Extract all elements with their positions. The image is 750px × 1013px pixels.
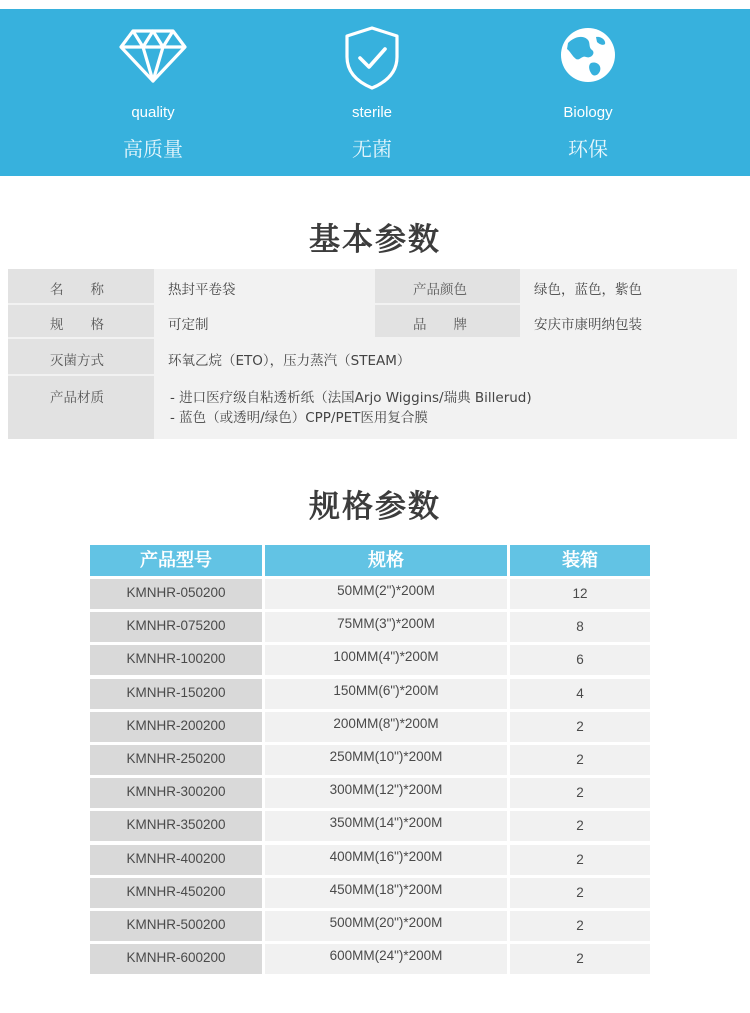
param-label-cell	[8, 339, 154, 374]
spec-cell-packing: 2	[510, 944, 650, 974]
spec-cell-size: 300MM(12")*200M	[265, 778, 507, 808]
spec-cell-packing: 12	[510, 579, 650, 609]
spec-cell-model: KMNHR-450200	[90, 878, 262, 908]
spec-cell-model: KMNHR-075200	[90, 612, 262, 642]
table-row	[90, 579, 650, 609]
table-row	[90, 645, 650, 675]
table-row	[90, 944, 650, 974]
table-row	[90, 679, 650, 709]
spec-cell-packing: 2	[510, 712, 650, 742]
spec-cell-packing: 2	[510, 845, 650, 875]
spec-cell-model: KMNHR-250200	[90, 745, 262, 775]
table-row	[90, 712, 650, 742]
spec-cell-size: 150MM(6")*200M	[265, 679, 507, 709]
spec-cell-model: KMNHR-350200	[90, 811, 262, 841]
param-value-cell	[520, 269, 737, 303]
param-label: 名 称	[50, 282, 104, 298]
spec-cell-size: 100MM(4")*200M	[265, 645, 507, 675]
feature-label-en: Biology	[563, 104, 613, 121]
param-label-cell	[8, 305, 154, 337]
spec-cell-model: KMNHR-600200	[90, 944, 262, 974]
table-row	[90, 845, 650, 875]
table-row	[90, 612, 650, 642]
param-value-line: - 蓝色（或透明/绿色）CPP/PET医用复合膜	[170, 410, 428, 426]
table-row	[90, 811, 650, 841]
spec-cell-model: KMNHR-300200	[90, 778, 262, 808]
spec-cell-packing: 2	[510, 745, 650, 775]
spec-cell-model: KMNHR-150200	[90, 679, 262, 709]
spec-cell-size: 450MM(18")*200M	[265, 878, 507, 908]
basic-params-table	[8, 269, 737, 439]
param-label: 产品颜色	[413, 282, 467, 298]
param-value-cell	[520, 305, 737, 337]
feature-label-zh: 高质量	[123, 137, 183, 161]
spec-cell-size: 600MM(24")*200M	[265, 944, 507, 974]
spec-cell-model: KMNHR-100200	[90, 645, 262, 675]
shield-check-icon	[342, 25, 402, 95]
spec-cell-size: 400MM(16")*200M	[265, 845, 507, 875]
spec-header-model: 产品型号	[90, 545, 262, 576]
param-value: 可定制	[168, 317, 209, 333]
spec-cell-packing: 2	[510, 778, 650, 808]
param-value: 环氧乙烷（ETO），压力蒸汽（STEAM）	[168, 353, 411, 369]
param-label-cell	[8, 376, 154, 439]
param-value-cell	[154, 269, 373, 303]
table-row	[90, 778, 650, 808]
diamond-icon	[118, 25, 188, 89]
spec-cell-packing: 6	[510, 645, 650, 675]
feature-label-zh: 环保	[568, 137, 608, 161]
basic-params-title: 基本参数	[309, 222, 441, 258]
spec-cell-size: 500MM(20")*200M	[265, 911, 507, 941]
feature-label-zh: 无菌	[352, 137, 392, 161]
table-row	[90, 911, 650, 941]
param-value: 热封平卷袋	[168, 282, 236, 298]
spec-cell-size: 50MM(2")*200M	[265, 579, 507, 609]
spec-cell-size: 75MM(3")*200M	[265, 612, 507, 642]
param-value-line: - 进口医疗级自粘透析纸（法国Arjo Wiggins/瑞典 Billerud)	[170, 390, 532, 406]
param-label-cell	[8, 269, 154, 303]
table-row	[90, 745, 650, 775]
spec-cell-packing: 4	[510, 679, 650, 709]
spec-header-packing: 装箱	[510, 545, 650, 576]
spec-cell-packing: 2	[510, 811, 650, 841]
param-label: 品 牌	[413, 317, 467, 333]
spec-cell-packing: 8	[510, 612, 650, 642]
feature-label-en: sterile	[351, 104, 392, 121]
spec-params-title: 规格参数	[309, 489, 441, 525]
spec-header-size: 规格	[265, 545, 507, 576]
param-label: 规 格	[50, 317, 104, 333]
table-row	[90, 878, 650, 908]
spec-cell-model: KMNHR-200200	[90, 712, 262, 742]
globe-icon	[558, 25, 618, 89]
spec-cell-size: 350MM(14")*200M	[265, 811, 507, 841]
param-value-cell	[154, 376, 737, 439]
param-value-cell	[154, 339, 737, 374]
spec-cell-size: 200MM(8")*200M	[265, 712, 507, 742]
param-label-cell	[375, 305, 520, 337]
param-value-cell	[154, 305, 373, 337]
spec-cell-packing: 2	[510, 878, 650, 908]
param-label: 产品材质	[50, 390, 104, 406]
param-value: 安庆市康明纳包装	[534, 317, 642, 333]
spec-cell-model: KMNHR-050200	[90, 579, 262, 609]
spec-cell-model: KMNHR-400200	[90, 845, 262, 875]
param-label-cell	[375, 269, 520, 303]
spec-cell-packing: 2	[510, 911, 650, 941]
param-label: 灭菌方式	[50, 353, 104, 369]
param-value: 绿色，蓝色，紫色	[534, 282, 642, 298]
spec-cell-size: 250MM(10")*200M	[265, 745, 507, 775]
feature-banner	[0, 9, 750, 176]
spec-cell-model: KMNHR-500200	[90, 911, 262, 941]
feature-label-en: quality	[131, 104, 175, 121]
